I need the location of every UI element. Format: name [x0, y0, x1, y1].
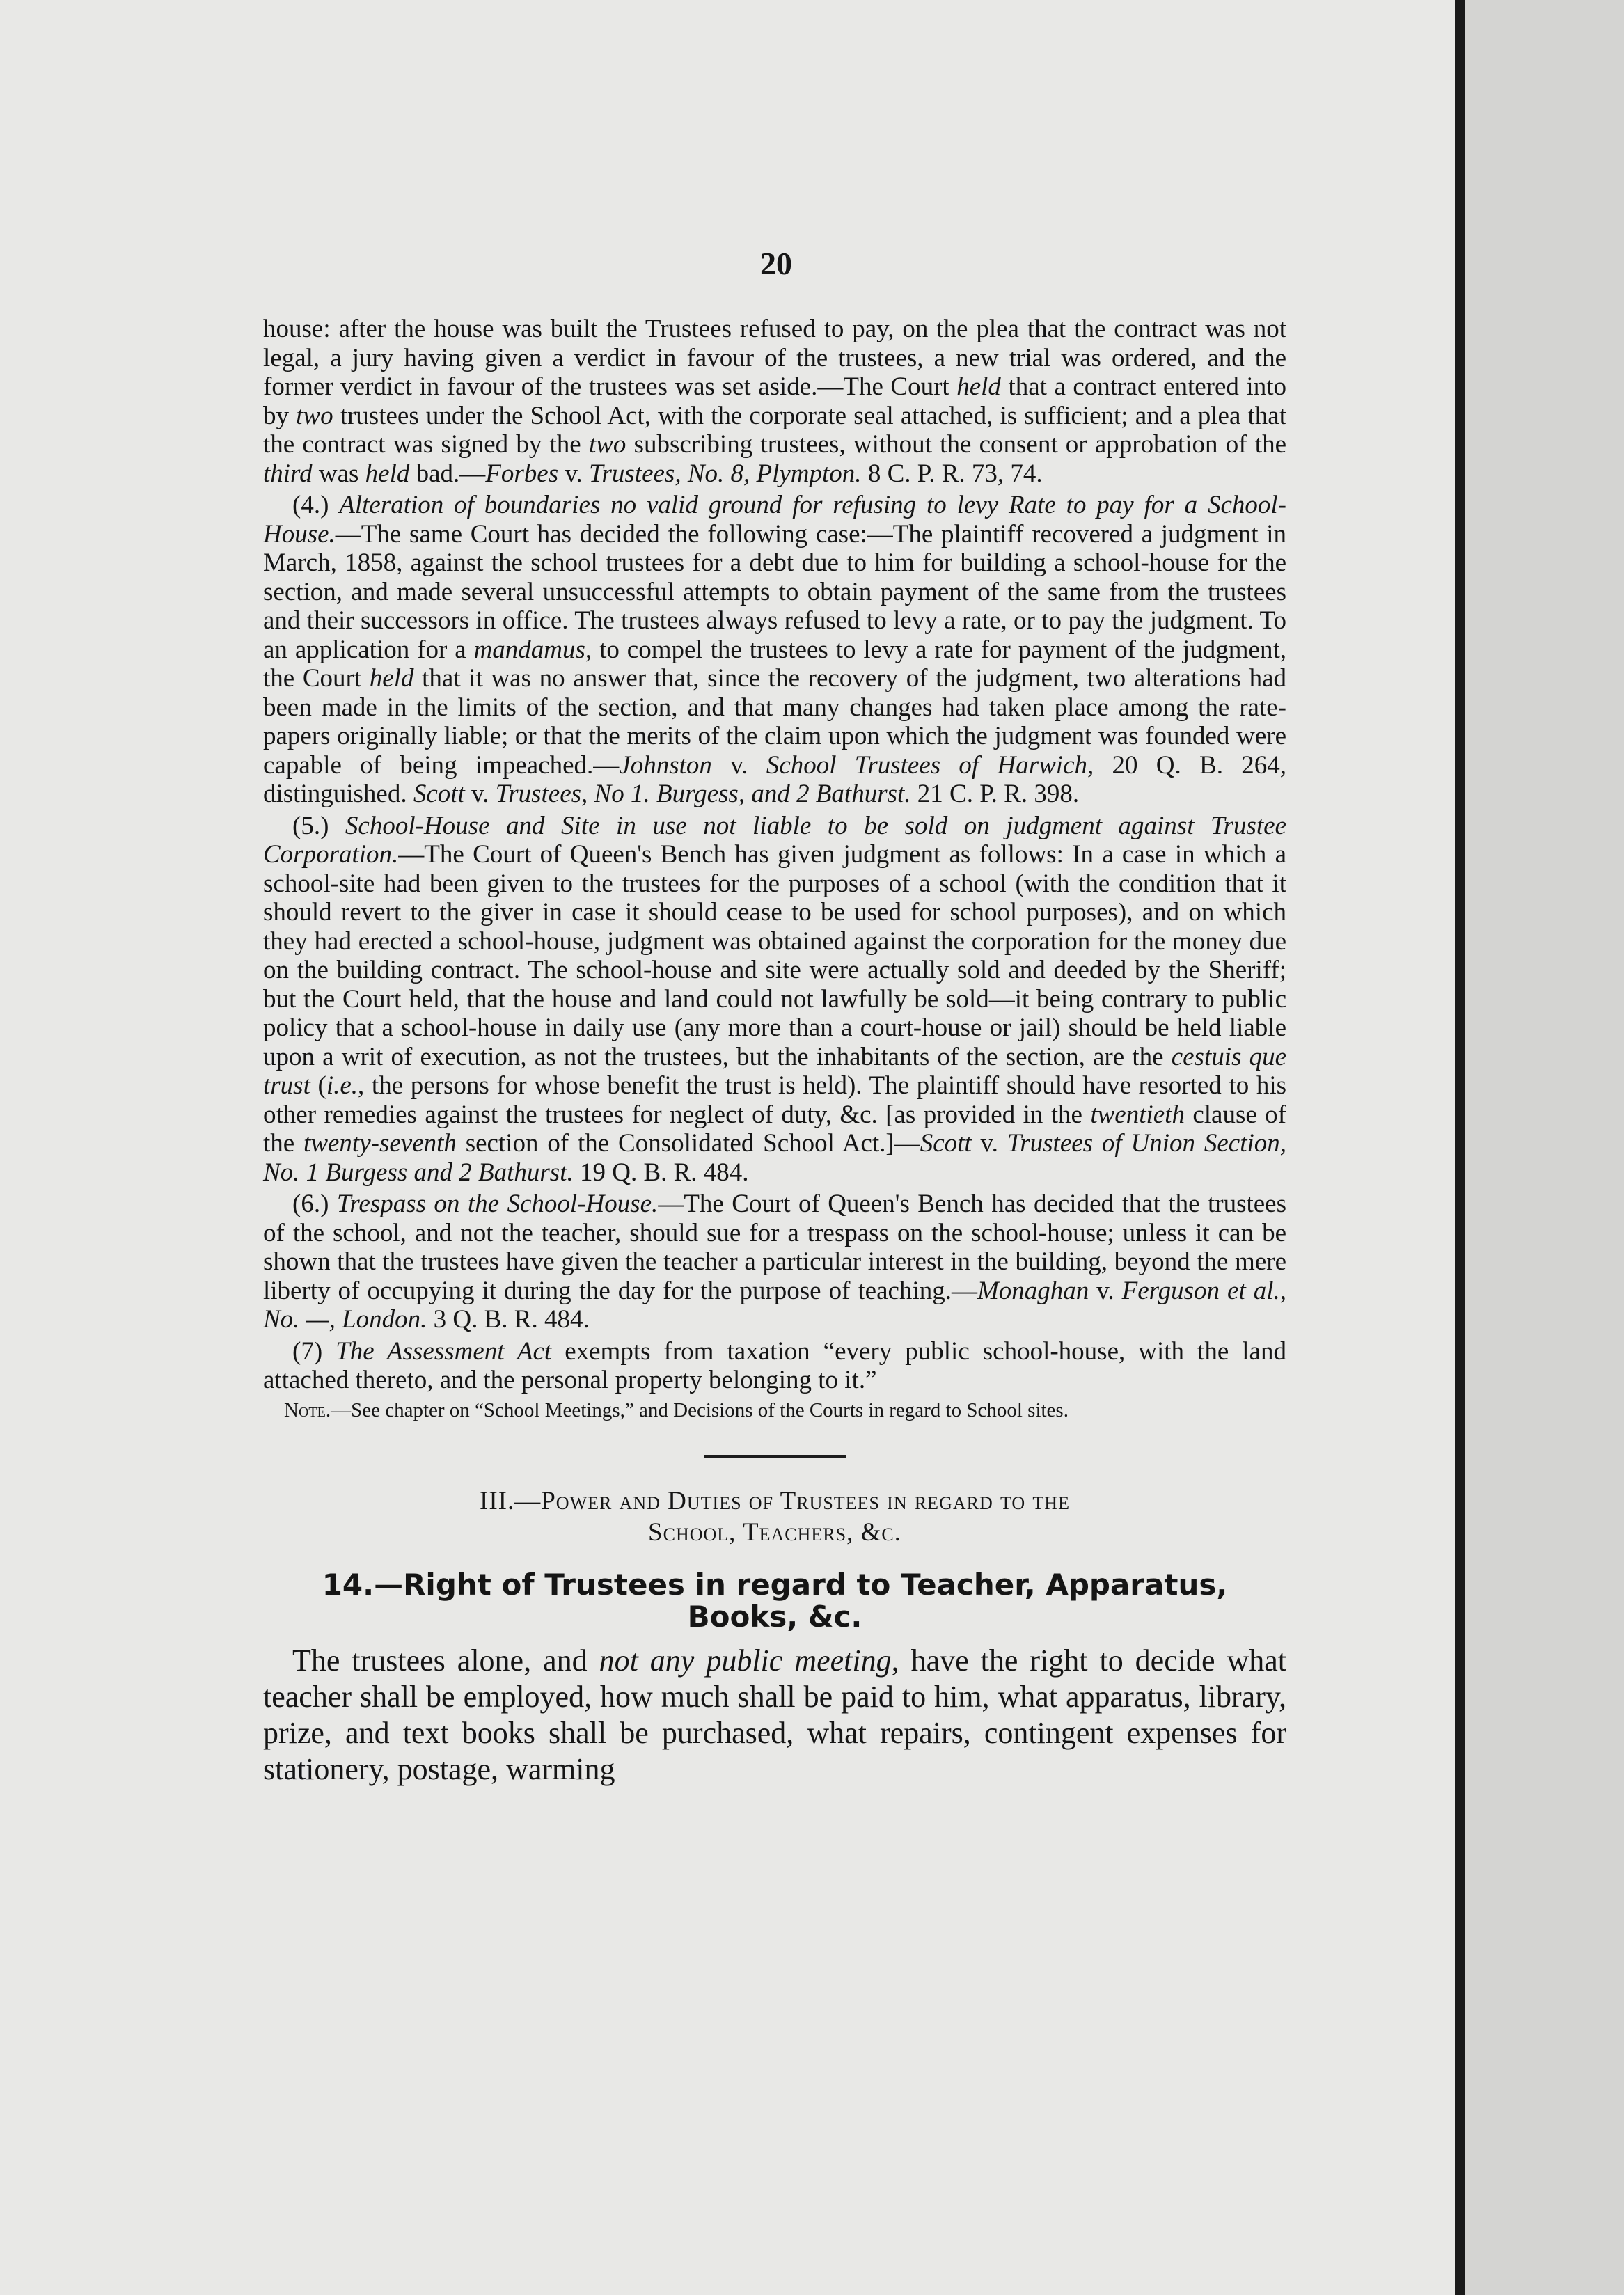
italic-run: Trustees, No 1. Burgess, and 2 Bathurst. — [495, 780, 911, 808]
italic-run: third — [263, 459, 313, 488]
italic-run: twenty-seventh — [303, 1129, 457, 1158]
note-text: —See chapter on “School Meetings,” and Decisions of the Courts in regard to School sites. — [331, 1398, 1069, 1421]
text-run: 8 C. P. R. 73, 74. — [861, 459, 1043, 488]
italic-run: held — [365, 459, 410, 488]
page-body — [263, 315, 1286, 1788]
italic-run: Trespass on the School-House. — [336, 1190, 659, 1218]
italic-run: not any public meeting — [599, 1643, 892, 1678]
text-run: —The Court of Queen's Bench has given judgment as follows: In a case in which a school-site had been given to the trustees for the purposes of a school (with the condition that it should revert to the giver in case it should cease to be used for school purposes), and on which they had erected a school-house, judgment was obtained against the corporation for the money due on the building contract. The school-house and site were actually sold and deeded by the Sheriff; but the Court held, that the house and land could not lawfully be sold—it being contrary to public policy that a school-house in daily use (any more than a court-house or jail) should be held liable upon a writ of execution, as not the trustees, but the inhabitants of the section, are the — [263, 840, 1286, 1071]
text-run: 3 Q. B. R. 484. — [427, 1305, 590, 1334]
section-divider — [704, 1455, 846, 1458]
italic-run: Scott — [920, 1129, 972, 1158]
text-run: v. — [1089, 1276, 1122, 1305]
text-run: v. — [558, 459, 589, 488]
note-label: Note. — [284, 1398, 331, 1421]
text-run: (4.) — [292, 491, 340, 519]
italic-run: two — [588, 430, 626, 459]
text-run: 21 C. P. R. 398. — [910, 780, 1080, 808]
section-heading-line2: School, Teachers, &c. — [648, 1517, 901, 1547]
text-run: was — [312, 459, 365, 488]
text-run: bad.— — [409, 459, 486, 488]
note — [263, 1399, 1286, 1421]
text-run: exempts from taxation “every public school-house, with the land attached thereto, and the personal property belonging to it.” — [263, 1336, 1286, 1394]
text-run: clause of the — [263, 1100, 1286, 1158]
section-heading — [263, 1485, 1286, 1548]
text-run: (7) — [292, 1336, 336, 1366]
paragraph-continuation — [263, 315, 1286, 488]
text-run: —The same Court has decided the following case:—The plaintiff recovered a judgment in March, 1858, against the school trustees for a debt due to him for building a school-house for the section, and made several unsuccessful attempts to obtain payment of the same from the trustees and their successors in office. The trustees always refused to levy a rate, or to pay the judgment. To an application for a — [263, 519, 1286, 664]
adjacent-page-strip — [1465, 0, 1624, 2295]
section-heading-line1: III.—Power and Duties of Trustees in regard to the — [480, 1486, 1070, 1515]
italic-run: Alteration of boundaries no valid ground for refusing to levy Rate to pay for a School-House. — [263, 491, 1286, 549]
italic-run: two — [296, 401, 333, 430]
italic-run: Forbes — [485, 459, 559, 488]
italic-run: Trustees, No. 8, Plympton. — [588, 459, 862, 488]
text-run: 19 Q. B. R. 484. — [573, 1158, 749, 1187]
lead-paragraph — [263, 1643, 1286, 1788]
italic-run: cestuis que trust — [263, 1042, 1286, 1100]
italic-run: mandamus — [473, 635, 585, 664]
text-run: ( — [310, 1071, 326, 1100]
text-run: (5.) — [292, 811, 345, 840]
paragraph-6-trespass — [263, 1190, 1286, 1334]
italic-run: Johnston — [619, 750, 712, 780]
paragraph-4-boundaries — [263, 491, 1286, 809]
paragraph-7-assessment-act — [263, 1337, 1286, 1395]
text-run: , to compel the trustees to levy a rate for payment of the judgment, the Court — [263, 635, 1287, 693]
text-run: The trustees alone, and — [292, 1643, 599, 1678]
page-binding-edge — [1455, 0, 1465, 2295]
italic-run: i.e. — [326, 1071, 358, 1100]
italic-run: twentieth — [1090, 1100, 1185, 1129]
text-run: v. — [464, 780, 496, 808]
text-run: that a contract entered into by — [263, 372, 1286, 430]
subheading-line2: Books, &c. — [687, 1599, 862, 1634]
italic-run: Ferguson et al., No. —, London. — [263, 1276, 1286, 1334]
text-run: subscribing trustees, without the consent or approbation of the — [626, 430, 1286, 459]
text-run: house: after the house was built the Trustees refused to pay, on the plea that the contract was not legal, a jury having given a verdict in favour of the trustees, a new trial was ordered, and the former verdict in favour of the trustees was set aside.—The Court — [263, 315, 1286, 401]
text-run: , have the right to decide what teacher shall be employed, how much shall be paid to him, what apparatus, library, prize, and text books shall be purchased, what repairs, contingent expenses for stationery, postage, warming — [263, 1643, 1287, 1786]
subheading — [263, 1569, 1286, 1633]
text-run: section of the Consolidated School Act.]— — [456, 1129, 920, 1158]
italic-run: School-House and Site in use not liable to be sold on judgment against Trustee Corporation. — [263, 811, 1286, 869]
text-run: that it was no answer that, since the recovery of the judgment, two alterations had been made in the limits of the section, and that many changes had taken place among the rate-papers originally liable; or that the merits of the claim upon which the judgment was founded were capable of being impeached.— — [263, 664, 1286, 780]
text-run: (6.) — [292, 1190, 337, 1218]
italic-run: Scott — [413, 780, 465, 808]
italic-run: The Assessment Act — [336, 1336, 552, 1366]
text-run: , 20 Q. B. 264, distinguished. — [263, 750, 1286, 808]
text-run: , the persons for whose benefit the trust is held). The plaintiff should have resorted to his other remedies against the trustees for neglect of duty, &c. [as provided in the — [263, 1071, 1287, 1129]
text-run: v. — [971, 1129, 1007, 1158]
italic-run: held — [369, 664, 414, 693]
text-run: v. — [711, 750, 766, 780]
italic-run: held — [956, 372, 1001, 401]
text-run: trustees under the School Act, with the corporate seal attached, is sufficient; and a plea that the contract was signed by the — [263, 401, 1287, 459]
paragraph-5-school-house-site — [263, 812, 1286, 1188]
page-number: 20 — [760, 246, 792, 281]
italic-run: School Trustees of Harwich — [766, 750, 1087, 780]
italic-run: Monaghan — [977, 1276, 1089, 1305]
subheading-line1: 14.—Right of Trustees in regard to Teacher, Apparatus, — [322, 1567, 1228, 1602]
italic-run: Trustees of Union Section, No. 1 Burgess and 2 Bathurst. — [263, 1129, 1287, 1187]
text-run: —The Court of Queen's Bench has decided that the trustees of the school, and not the teacher, should sue for a trespass on the school-house; unless it can be shown that the trustees have given the teacher a particular interest in the building, beyond the mere liberty of occupying it during the day for the purpose of teaching.— — [263, 1190, 1286, 1305]
